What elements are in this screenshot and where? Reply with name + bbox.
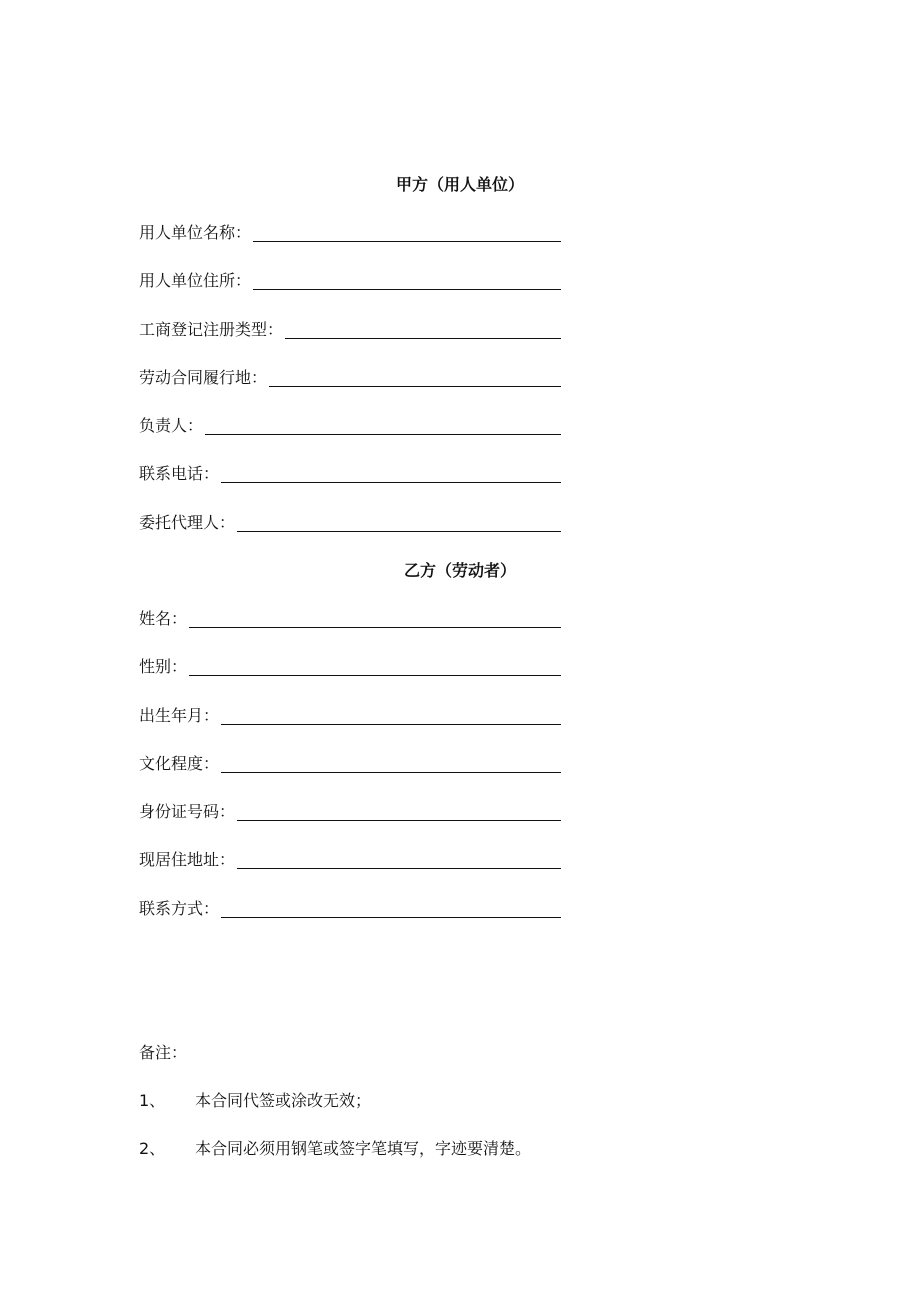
field-registration-type[interactable] <box>139 317 561 341</box>
field-label: 用人单位住所： <box>139 271 252 290</box>
party-a-title: 甲方（用人单位） <box>395 175 524 194</box>
field-employer-address[interactable] <box>139 268 561 292</box>
note-number: 1、 <box>139 1091 166 1110</box>
blank-line[interactable] <box>189 613 561 628</box>
field-label: 联系电话： <box>139 464 220 483</box>
field-name[interactable] <box>139 606 561 630</box>
blank-line[interactable] <box>253 275 561 290</box>
field-education[interactable] <box>139 751 561 775</box>
field-employer-name[interactable] <box>139 220 561 244</box>
field-id-number[interactable] <box>139 799 561 823</box>
blank-line[interactable] <box>205 420 561 435</box>
blank-line[interactable] <box>253 227 561 242</box>
field-birth-date[interactable] <box>139 703 561 727</box>
field-label: 姓名： <box>139 609 188 628</box>
field-label: 用人单位名称： <box>139 223 252 242</box>
note-text: 本合同必须用钢笔或签字笔填写，字迹要清楚。 <box>195 1139 532 1158</box>
blank-line[interactable] <box>285 324 561 339</box>
blank-line[interactable] <box>221 710 561 725</box>
field-label: 联系方式： <box>139 899 220 918</box>
blank-line[interactable] <box>221 903 561 918</box>
notes-heading: 备注： <box>139 1043 188 1062</box>
blank-line[interactable] <box>269 372 561 387</box>
blank-line[interactable] <box>221 758 561 773</box>
blank-line[interactable] <box>221 468 561 483</box>
blank-line[interactable] <box>237 854 561 869</box>
field-label: 负责人： <box>139 416 204 435</box>
field-gender[interactable] <box>139 654 561 678</box>
blank-line[interactable] <box>189 661 561 676</box>
field-agent[interactable] <box>139 510 561 534</box>
field-label: 身份证号码： <box>139 802 236 821</box>
field-responsible-person[interactable] <box>139 413 561 437</box>
blank-line[interactable] <box>237 517 561 532</box>
field-contract-location[interactable] <box>139 365 561 389</box>
field-label: 性别： <box>139 657 188 676</box>
field-label: 工商登记注册类型： <box>139 320 284 339</box>
blank-line[interactable] <box>237 806 561 821</box>
field-employer-phone[interactable] <box>139 461 561 485</box>
note-number: 2、 <box>139 1139 166 1158</box>
field-label: 出生年月： <box>139 706 220 725</box>
field-label: 劳动合同履行地： <box>139 368 268 387</box>
field-contact[interactable] <box>139 896 561 920</box>
field-label: 文化程度： <box>139 754 220 773</box>
party-b-title: 乙方（劳动者） <box>403 561 516 580</box>
field-label: 现居住地址： <box>139 850 236 869</box>
field-current-address[interactable] <box>139 847 561 871</box>
note-text: 本合同代签或涂改无效； <box>195 1091 372 1110</box>
field-label: 委托代理人： <box>139 513 236 532</box>
